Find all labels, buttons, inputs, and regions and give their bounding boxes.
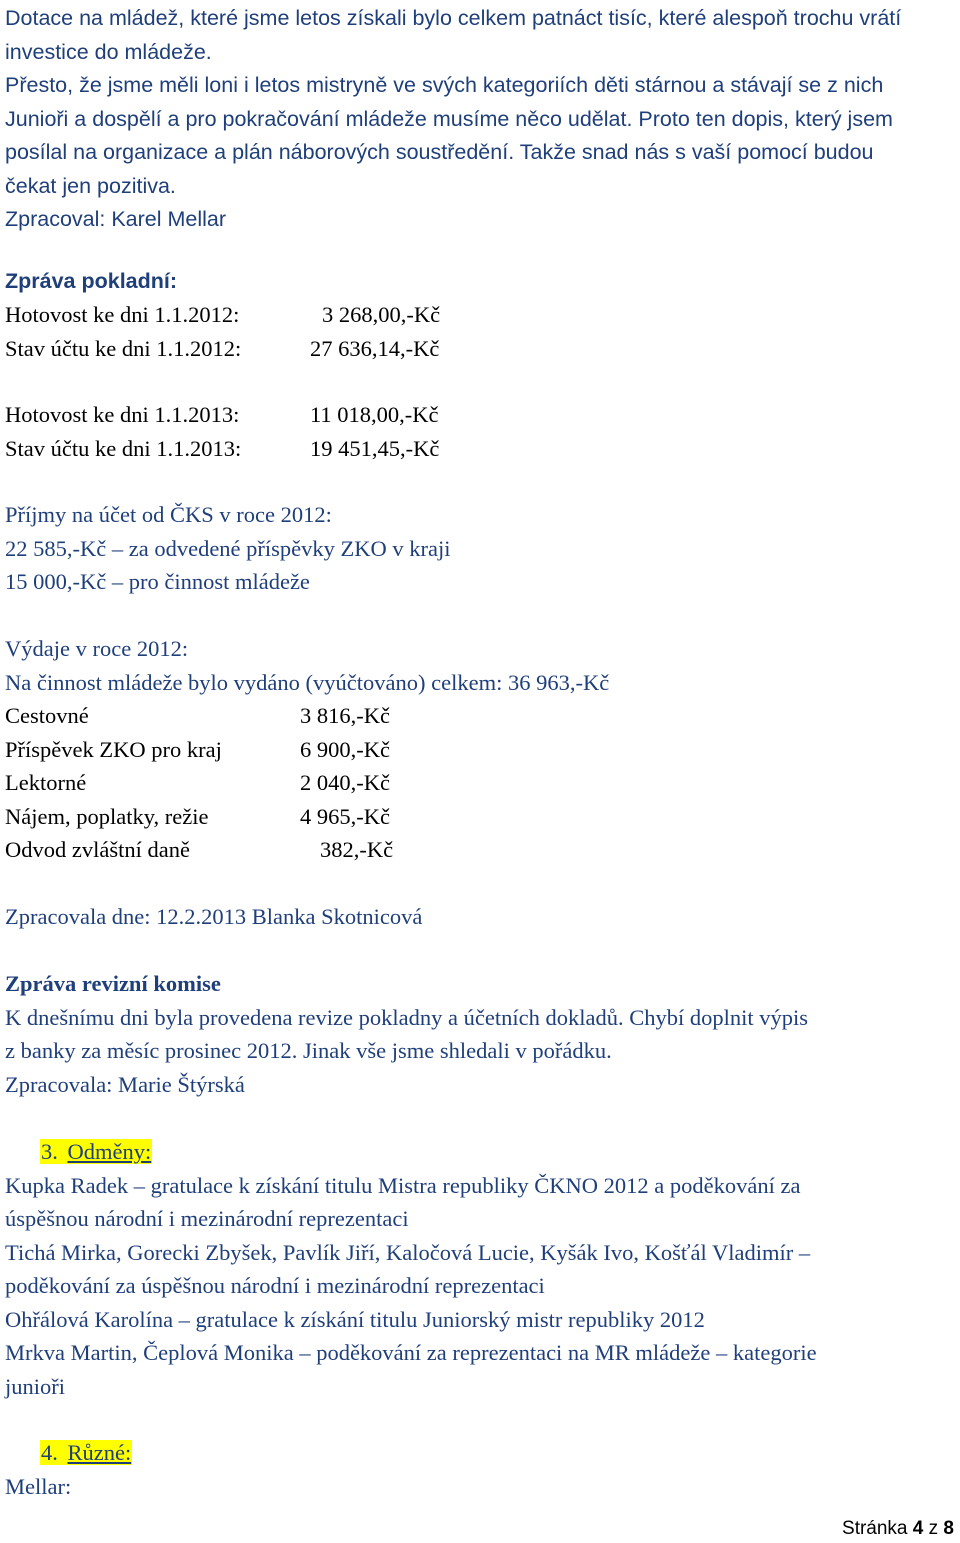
intro-line — [0, 103, 955, 137]
section-rewards — [0, 1135, 955, 1403]
page-label: Stránka — [842, 1518, 908, 1539]
balance-value: 27 636,14,-Kč — [310, 335, 440, 361]
expense-row — [0, 699, 955, 733]
expense-label: Cestovné — [5, 703, 89, 728]
reward-line: Kupka Radek – gratulace k získání titulu Mistra republiky ČKNO 2012 a poděkování za — [5, 1172, 801, 1198]
intro-paragraph — [0, 2, 955, 237]
section-gap — [59, 1440, 67, 1465]
expense-label: Nájem, poplatky, režie — [5, 803, 209, 829]
page-number — [842, 1518, 954, 1540]
balance-value: 11 018,00,-Kč — [310, 402, 439, 427]
expense-row — [0, 733, 955, 767]
section-heading — [0, 1135, 955, 1169]
balance-row — [0, 398, 955, 432]
page-total: 8 — [943, 1518, 954, 1539]
intro-line: Přesto, že jsme měli loni i letos mistryně ve svých kategoriích děti stárnou a stávají se z nich — [5, 73, 884, 97]
expense-section — [0, 632, 955, 699]
expense-value: 2 040,-Kč — [300, 770, 390, 795]
reward-line: úspěšnou národní i mezinárodní reprezentaci — [5, 1206, 409, 1231]
balance-label: Stav účtu ke dni 1.1.2012: — [5, 335, 242, 361]
audit-heading: Zpráva revizní komise — [5, 971, 221, 996]
balance-row — [0, 432, 955, 466]
balance-row — [0, 332, 955, 366]
expense-total: Na činnost mládeže bylo vydáno (vyúčtováno) celkem: 36 963,-Kč — [5, 669, 610, 695]
section-title: Odměny: — [67, 1139, 152, 1164]
balance-value: 19 451,45,-Kč — [310, 435, 440, 461]
processed-by — [0, 900, 955, 934]
reward-line: Tichá Mirka, Gorecki Zbyšek, Pavlík Jiří, Kaločová Lucie, Kyšák Ivo, Košťál Vladimír – — [5, 1239, 811, 1265]
reward-line: Mrkva Martin, Čeplová Monika – poděkování za reprezentaci na MR mládeže – kategorie — [5, 1340, 817, 1365]
expense-label: Příspěvek ZKO pro kraj — [5, 736, 222, 762]
intro-line: investice do mládeže. — [5, 39, 212, 64]
income-line: 15 000,-Kč – pro činnost mládeže — [5, 569, 310, 594]
balance-label: Hotovost ke dni 1.1.2013: — [5, 402, 240, 427]
balance-label: Stav účtu ke dni 1.1.2013: — [5, 435, 242, 461]
cash-balances-2013 — [0, 398, 955, 465]
expense-heading: Výdaje v roce 2012: — [5, 636, 189, 661]
section-title: Různé: — [67, 1440, 132, 1465]
income-section — [0, 498, 955, 599]
section-heading — [0, 1436, 955, 1470]
intro-line-part: Junioři a dospělí a pro pokračování mládeže musíme něco udělat. — [5, 106, 633, 131]
reward-line: junioři — [5, 1373, 65, 1399]
cash-report-section — [0, 265, 955, 299]
section-misc — [0, 1436, 955, 1503]
expense-value: 6 900,-Kč — [300, 736, 390, 762]
audit-line: K dnešnímu dni byla provedena revize pokladny a účetních dokladů. Chybí doplnit výpis — [5, 1004, 808, 1030]
processed-line: Zpracovala dne: 12.2.2013 Blanka Skotnicová — [5, 904, 423, 929]
expense-label: Lektorné — [5, 770, 87, 795]
income-line: 22 585,-Kč – za odvedené příspěvky ZKO v kraji — [5, 535, 451, 561]
section-number: 4. — [41, 1440, 58, 1465]
expense-table — [0, 699, 955, 867]
section-number: 3. — [41, 1139, 58, 1164]
expense-row — [0, 833, 955, 867]
intro-line: posílal na organizace a plán náborových soustředění. Takže snad nás s vaší pomocí budou — [5, 140, 874, 164]
audit-author: Zpracovala: Marie Štýrská — [5, 1071, 245, 1097]
page-current: 4 — [912, 1518, 924, 1539]
section-gap — [59, 1139, 67, 1164]
intro-line: Dotace na mládež, které jsme letos získali bylo celkem patnáct tisíc, které alespoň trochu vrátí — [5, 6, 902, 30]
misc-line: Mellar: — [5, 1473, 72, 1499]
expense-value: 382,-Kč — [320, 837, 394, 862]
expense-row — [0, 766, 955, 800]
reward-line: Ohřálová Karolína – gratulace k získání titulu Juniorský mistr republiky 2012 — [5, 1306, 705, 1332]
audit-section — [0, 967, 955, 1101]
balance-value: 3 268,00,-Kč — [322, 302, 441, 327]
expense-value: 4 965,-Kč — [300, 803, 390, 829]
intro-line-part: Proto ten dopis, který jsem — [632, 106, 893, 131]
page-sep: z — [928, 1518, 939, 1539]
cash-report-heading: Zpráva pokladní: — [5, 269, 178, 293]
intro-author: Zpracoval: Karel Mellar — [5, 207, 227, 231]
balance-label: Hotovost ke dni 1.1.2012: — [5, 302, 240, 327]
income-heading: Příjmy na účet od ČKS v roce 2012: — [5, 502, 332, 527]
audit-line: z banky za měsíc prosinec 2012. Jinak vše jsme shledali v pořádku. — [5, 1038, 612, 1063]
reward-line: poděkování za úspěšnou národní i mezinárodní reprezentaci — [5, 1273, 545, 1298]
balance-row — [0, 298, 955, 332]
intro-line: čekat jen pozitiva. — [5, 173, 176, 198]
expense-label: Odvod zvláštní daně — [5, 837, 190, 862]
expense-row — [0, 800, 955, 834]
expense-value: 3 816,-Kč — [300, 703, 390, 728]
cash-balances-2012 — [0, 298, 955, 365]
